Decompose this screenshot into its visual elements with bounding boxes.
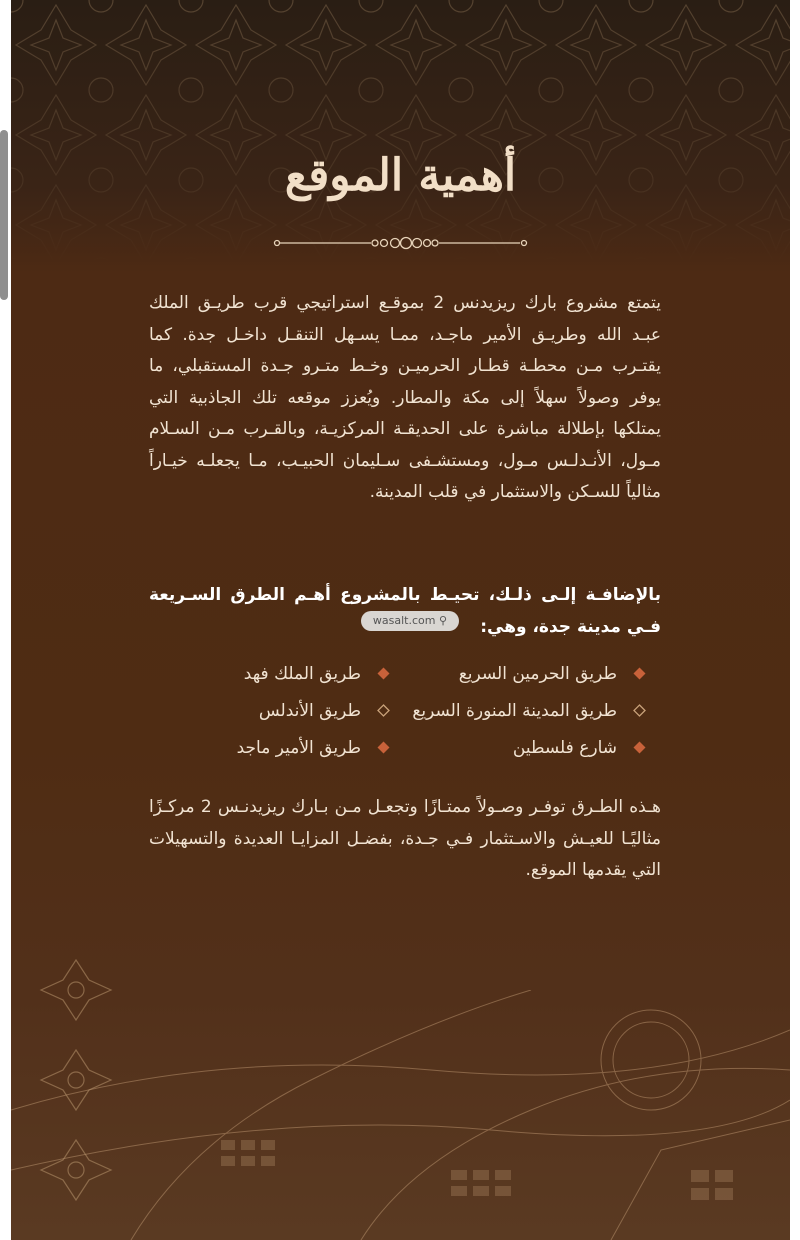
location-importance-panel [11,0,790,1240]
page-scrollbar[interactable] [0,130,8,300]
diamond-bullet-icon [631,740,647,756]
diamond-bullet-icon [375,740,391,756]
highway-list-item [405,658,661,689]
closing-paragraph: هـذه الطـرق توفـر وصـولاً ممتـازًا وتجعـل مـن بـارك ريزيدنـس 2 مركـزًا مثاليًـا للعيـش والاسـتثمار فـي جـدة، بفضـل المزايـا العديدة والتسهيلات التي يقدمها الموقع. [149,797,661,880]
floral-ornament-left [21,940,131,1240]
highway-name: طريق الأندلس [258,700,361,721]
highway-list-item [149,695,405,726]
highway-list-item [149,658,405,689]
wasalt-watermark: wasalt.com ⚲ [361,611,459,631]
highways-intro: بالإضافـة إلـى ذلـك، تحيـط بالمشروع أهـم الطرق السـريعة فـي مدينة جدة، وهي: [149,585,661,637]
highway-list-item [149,732,405,763]
location-pin-icon: ⚲ [439,614,448,627]
highway-list-item [405,732,661,763]
highway-name: طريق الحرمين السريع [458,663,617,684]
geometric-pattern-header [11,0,790,265]
highway-name: شارع فلسطين [512,737,617,758]
diamond-outline-bullet-icon [631,703,647,719]
highway-list-item [405,695,661,726]
highways-list [149,658,661,763]
highway-name: طريق الملك فهد [243,663,361,684]
diamond-bullet-icon [631,666,647,682]
title-divider-ornament [273,232,528,254]
diamond-bullet-icon [375,666,391,682]
highway-name: طريق المدينة المنورة السريع [412,700,617,721]
highway-name: طريق الأمير ماجد [236,737,361,758]
section-title: أهمية الموقع [284,150,517,201]
intro-paragraph: يتمتع مشروع بارك ريزيدنس 2 بموقـع استراتيجي قرب طريـق الملك عبـد الله وطريـق الأمير ماجـد، ممـا يسـهل التنقـل داخـل جدة. كما يقتـرب مـن محطـة قطـار الحرميـن وخـط متـرو جـدة المستقبلي، ما يوفر وصولاً سهلاً إلى مكة والمطار. ويُعزز موقعه تلك الجاذبية التي يمتلكها بإطلالة مباشرة على الحديقـة المركزيـة، وبالقـرب مـن السـلام مـول، الأنـدلـس مـول، ومستشـفى سـليمان الحبيـب، مـا يجعلـه خيـاراً مثالياً للسـكن والاستثمار في قلب المدينة. [149,293,662,502]
diamond-outline-bullet-icon [375,703,391,719]
